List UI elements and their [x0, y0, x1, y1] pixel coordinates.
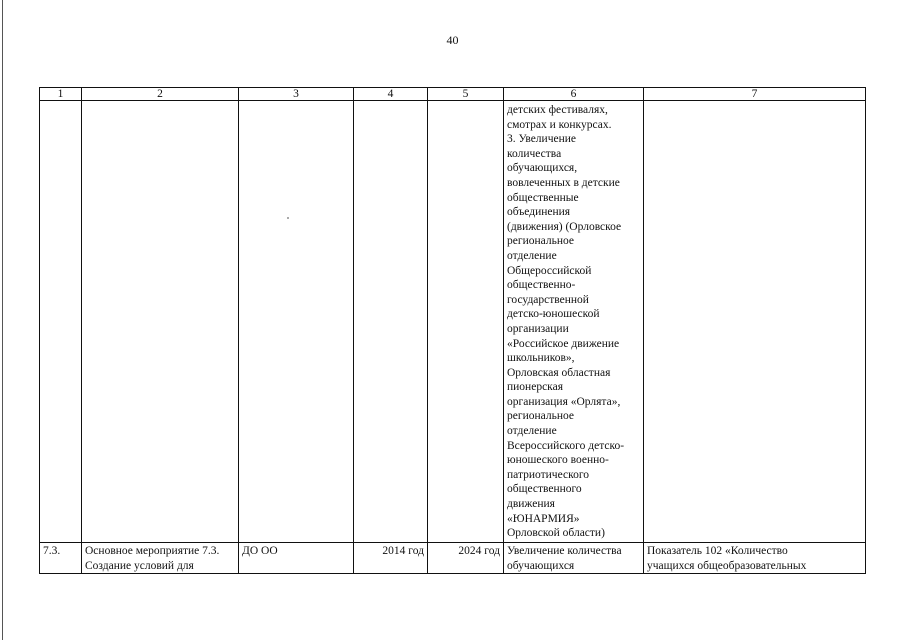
- cell-measure-name: [82, 101, 239, 543]
- table-row-7-3: [40, 543, 866, 574]
- page-number: 40: [446, 33, 459, 47]
- cell-end-year: 2024 год: [428, 543, 504, 574]
- cell-executor: ДО ОО: [239, 543, 354, 574]
- cell-number: 7.3.: [40, 543, 82, 574]
- cell-start-year: [354, 101, 428, 543]
- cell-indicator: Показатель 102 «Количество учащихся общеобразовательных: [644, 543, 866, 574]
- column-header-6: 6: [504, 88, 644, 101]
- column-header-1: 1: [40, 88, 82, 101]
- cell-expected-result: Увеличение количества обучающихся: [504, 543, 644, 574]
- column-header-3: 3: [239, 88, 354, 101]
- cell-expected-result: детских фестивалях, смотрах и конкурсах. 3. Увеличение количества обучающихся, вовлеченных в детские общественные объединения (движения) (Орловское региональное отделение Общероссийской общественно- государственной детско-юношеской организации «Российское движение школьников», Орловская областная пионерская организация «Орлята», региональное отделение Всероссийского детско- юношеского военно- патриотического общественного движения «ЮНАРМИЯ» Орловской области): [504, 101, 644, 543]
- column-header-4: 4: [354, 88, 428, 101]
- cell-executor: [239, 101, 354, 543]
- table-row-continued: [40, 101, 866, 543]
- measures-table: [39, 87, 866, 574]
- column-header-7: 7: [644, 88, 866, 101]
- cell-indicator: [644, 101, 866, 543]
- column-header-2: 2: [82, 88, 239, 101]
- column-number-row: [40, 88, 866, 101]
- cell-end-year: [428, 101, 504, 543]
- cell-start-year: 2014 год: [354, 543, 428, 574]
- cell-number: [40, 101, 82, 543]
- column-header-5: 5: [428, 88, 504, 101]
- cell-measure-name: Основное мероприятие 7.3. Создание условий для: [82, 543, 239, 574]
- page-edge-line: [2, 0, 3, 640]
